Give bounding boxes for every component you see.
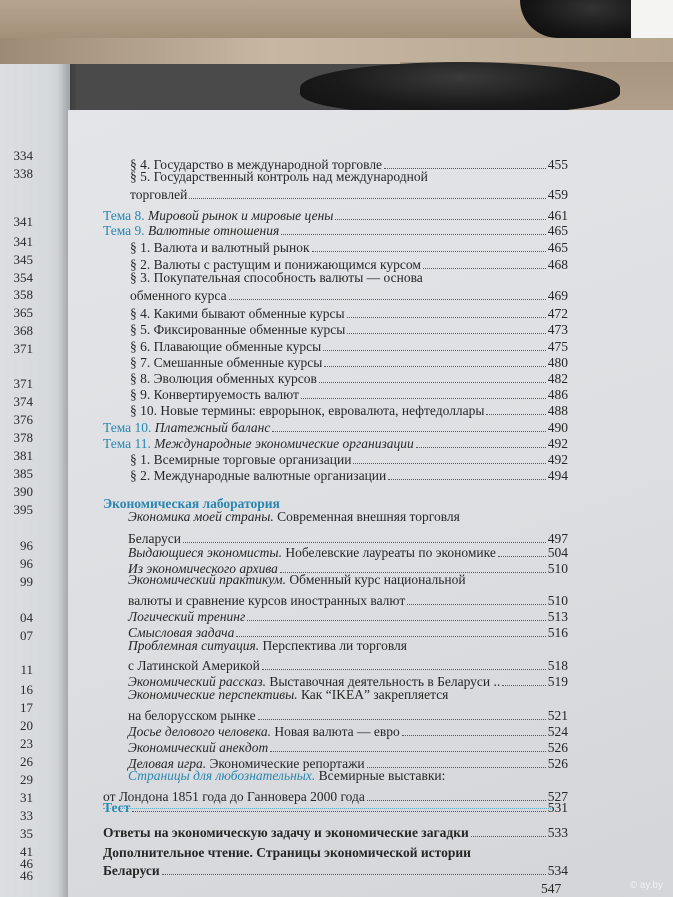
left-page-number: 16 xyxy=(20,682,33,697)
left-page-number: 20 xyxy=(20,718,33,733)
left-page-number: 371 xyxy=(13,376,33,391)
entry-text: Беларуси xyxy=(103,863,160,878)
toc-entry xyxy=(130,287,568,304)
entry-text: § 1. Валюта и валютный рынок xyxy=(130,240,310,255)
lab-item-title: Логический тренинг xyxy=(128,609,246,624)
entry-text: § 7. Смешанные обменные курсы xyxy=(130,355,323,370)
page-number: 492 xyxy=(547,452,568,467)
toc-entry xyxy=(128,657,568,674)
page-number: 468 xyxy=(547,257,568,272)
topic-title: Валютные отношения xyxy=(148,223,280,238)
left-page-number: 376 xyxy=(13,412,33,427)
topic-label: Тема 11. xyxy=(103,436,155,451)
page-number: 475 xyxy=(547,339,568,354)
left-page-number: 338 xyxy=(13,166,33,181)
page-number: 459 xyxy=(547,187,568,202)
toc-entry xyxy=(130,338,568,355)
entry-text: с Латинской Америкой xyxy=(128,658,260,673)
entry-text: Всемирные выставки: xyxy=(315,768,446,783)
entry-text: торговлей xyxy=(130,187,188,202)
entry-text: Перспектива ли торговля xyxy=(259,638,407,653)
left-page-number: 368 xyxy=(13,323,33,338)
left-page-number: 96 xyxy=(20,538,33,553)
lab-item-title: Из экономического архива xyxy=(128,561,278,576)
page-number: 518 xyxy=(547,658,568,673)
entry-text: § 5. Государственный контроль над международной xyxy=(130,169,428,184)
toc-entry xyxy=(103,862,568,879)
page-number: 497 xyxy=(547,531,568,546)
left-page-number: 334 xyxy=(13,148,33,163)
page-number: 472 xyxy=(547,306,568,321)
lab-item-title: Экономический анекдот xyxy=(128,740,269,755)
left-page-number: 35 xyxy=(20,826,33,841)
left-page-number: 341 xyxy=(13,214,33,229)
lab-item-title: Деловая игра. xyxy=(128,756,207,771)
left-page-number: 23 xyxy=(20,736,33,751)
left-page-number: 371 xyxy=(13,341,33,356)
toc-entry xyxy=(128,608,568,625)
left-page-number: 33 xyxy=(20,808,33,823)
page-number: 461 xyxy=(547,208,568,223)
watermark: © ay.by xyxy=(629,880,663,891)
page-number: 519 xyxy=(547,674,568,689)
entry-text: § 9. Конвертируемость валют xyxy=(130,387,299,402)
page-number: 513 xyxy=(547,609,568,624)
page-number: 547 xyxy=(541,881,562,896)
toc-entry xyxy=(128,739,568,756)
topic-label: Тема 9. xyxy=(103,223,149,238)
left-page-number: 345 xyxy=(13,252,33,267)
toc-entry xyxy=(103,419,568,436)
page-number: 473 xyxy=(547,322,568,337)
page-number: 480 xyxy=(547,355,568,370)
left-page-number: 31 xyxy=(20,790,33,805)
entry-text: Современная внешняя торговля xyxy=(273,509,460,524)
left-page-number: 358 xyxy=(13,287,33,302)
page-number: 533 xyxy=(547,825,568,840)
toc-entry xyxy=(103,435,568,452)
entry-text: § 4. Государство в международной торговле xyxy=(130,157,383,172)
page-number: 527 xyxy=(547,789,568,804)
left-page-number: 96 xyxy=(20,556,33,571)
lab-heading: Экономическая лаборатория xyxy=(103,496,280,511)
toc-entry xyxy=(103,222,568,239)
left-page-number: 99 xyxy=(20,574,33,589)
entry-text: Новая валюта — евро xyxy=(270,724,400,739)
topic-title: Мировой рынок и мировые цены xyxy=(148,208,334,223)
left-page-number: 11 xyxy=(20,662,33,677)
lab-item-title: Страницы для любознательных. xyxy=(128,768,316,783)
toc-entry xyxy=(130,451,568,468)
left-page-number: 07 xyxy=(20,628,33,643)
left-page-number: 29 xyxy=(20,772,33,787)
toc-entry xyxy=(128,707,568,724)
entry-text: § 8. Эволюция обменных курсов xyxy=(130,371,317,386)
toc-entry xyxy=(128,723,568,740)
entry-text: § 2. Валюты с растущим и понижающимся курсом xyxy=(130,257,421,272)
left-page-number: 341 xyxy=(13,234,33,249)
left-page-number: 41 xyxy=(20,844,33,859)
toc-entry xyxy=(130,305,568,322)
topic-title: Международные экономические организации xyxy=(154,436,414,451)
entry-text: Дополнительное чтение. Страницы экономической истории xyxy=(103,845,471,860)
left-page-number: 17 xyxy=(20,700,33,715)
mouse-shadow xyxy=(300,62,620,114)
topic-label: Тема 10. xyxy=(103,420,155,435)
desk-strip xyxy=(0,38,673,64)
topic-label: Тема 8. xyxy=(103,208,149,223)
entry-text: § 2. Международные валютные организации xyxy=(130,468,387,483)
lab-item-title: Экономические перспективы. xyxy=(128,687,298,702)
page-number: 486 xyxy=(547,387,568,402)
page-number: 526 xyxy=(547,740,568,755)
lab-item-title: Досье делового человека. xyxy=(128,724,271,739)
entry-text: валюты и сравнение курсов иностранных валют xyxy=(128,593,406,608)
lab-item-title: Экономический практикум. xyxy=(128,572,286,587)
page-number: 494 xyxy=(547,468,568,483)
lab-item-title: Выдающиеся экономисты. xyxy=(128,545,282,560)
page-number: 492 xyxy=(547,436,568,451)
left-page-number: 385 xyxy=(13,466,33,481)
entry-text: § 5. Фиксированные обменные курсы xyxy=(130,322,346,337)
entry-text: Экономические репортажи xyxy=(206,756,365,771)
dark-object xyxy=(520,0,640,38)
left-page-number: 390 xyxy=(13,484,33,499)
entry-text: на белорусском рынке xyxy=(128,708,256,723)
white-corner xyxy=(631,0,673,38)
toc-entry xyxy=(130,370,568,387)
page-number: 521 xyxy=(547,708,568,723)
entry-text: от Лондона 1851 года до Ганновера 2000 года xyxy=(103,789,365,804)
lab-item xyxy=(128,638,407,654)
entry-text: Выставочная деятельность в Беларуси .. xyxy=(265,674,501,689)
page-number: 469 xyxy=(547,288,568,303)
entry-text: § 10. Новые термины: еврорынок, евровалюта, нефтедоллары xyxy=(130,403,485,418)
toc-entry xyxy=(128,544,568,561)
entry-text: § 1. Всемирные торговые организации xyxy=(130,452,352,467)
page-number: 488 xyxy=(547,403,568,418)
lab-item-title: Смысловая задача xyxy=(128,625,235,640)
left-page-number: 46 xyxy=(20,856,33,871)
left-page-number: 381 xyxy=(13,448,33,463)
toc-entry xyxy=(130,402,568,419)
toc-entry xyxy=(130,467,568,484)
page-number: 524 xyxy=(547,724,568,739)
toc-entry xyxy=(130,239,568,256)
lab-item-title: Экономический рассказ. xyxy=(128,674,266,689)
page-number: 510 xyxy=(547,593,568,608)
left-page-number: 365 xyxy=(13,305,33,320)
page-number: 465 xyxy=(547,240,568,255)
page-number: 526 xyxy=(547,756,568,771)
page-number: 531 xyxy=(547,800,568,815)
entry-text: § 3. Покупательная способность валюты — основа xyxy=(130,270,423,285)
entry-text: Ответы на экономическую задачу и экономические загадки xyxy=(103,825,469,840)
lab-item-title: Экономика моей страны. xyxy=(128,509,274,524)
entry-text: обменного курса xyxy=(130,288,227,303)
left-page-number: 26 xyxy=(20,754,33,769)
entry-text: § 6. Плавающие обменные курсы xyxy=(130,339,322,354)
lab-item xyxy=(128,687,448,703)
topic-title: Платежный баланс xyxy=(154,420,271,435)
left-page-number: 04 xyxy=(20,610,33,625)
page-number: 455 xyxy=(547,157,568,172)
page-number: 534 xyxy=(547,863,568,878)
toc-entry xyxy=(103,824,568,841)
entry-text: § 4. Какими бывают обменные курсы xyxy=(130,306,345,321)
page-number: 504 xyxy=(547,545,568,560)
lab-item xyxy=(128,572,466,588)
page-number: 482 xyxy=(547,371,568,386)
entry-text: Обменный курс национальной xyxy=(285,572,466,587)
test-label: Тест xyxy=(103,800,131,815)
page-number: 490 xyxy=(547,420,568,435)
left-page-number: 46 xyxy=(20,868,33,883)
entry-text: Как “IKEA” закрепляется xyxy=(297,687,449,702)
entry-text: Беларуси xyxy=(128,531,182,546)
left-page-number: 374 xyxy=(13,394,33,409)
left-page-number: 395 xyxy=(13,502,33,517)
test-separator xyxy=(103,808,553,809)
page-number: 516 xyxy=(547,625,568,640)
entry-text: Нобелевские лауреаты по экономике xyxy=(281,545,496,560)
lab-item-title: Проблемная ситуация. xyxy=(128,638,260,653)
left-page-number: 354 xyxy=(13,270,33,285)
lab-item xyxy=(128,509,460,525)
toc-entry xyxy=(130,321,568,338)
toc-entry xyxy=(130,186,568,203)
page-number: 465 xyxy=(547,223,568,238)
toc-entry xyxy=(128,592,568,609)
lab-item xyxy=(128,768,445,784)
left-page-number: 378 xyxy=(13,430,33,445)
toc-entry xyxy=(130,386,568,403)
page-number: 510 xyxy=(547,561,568,576)
toc-entry xyxy=(130,354,568,371)
